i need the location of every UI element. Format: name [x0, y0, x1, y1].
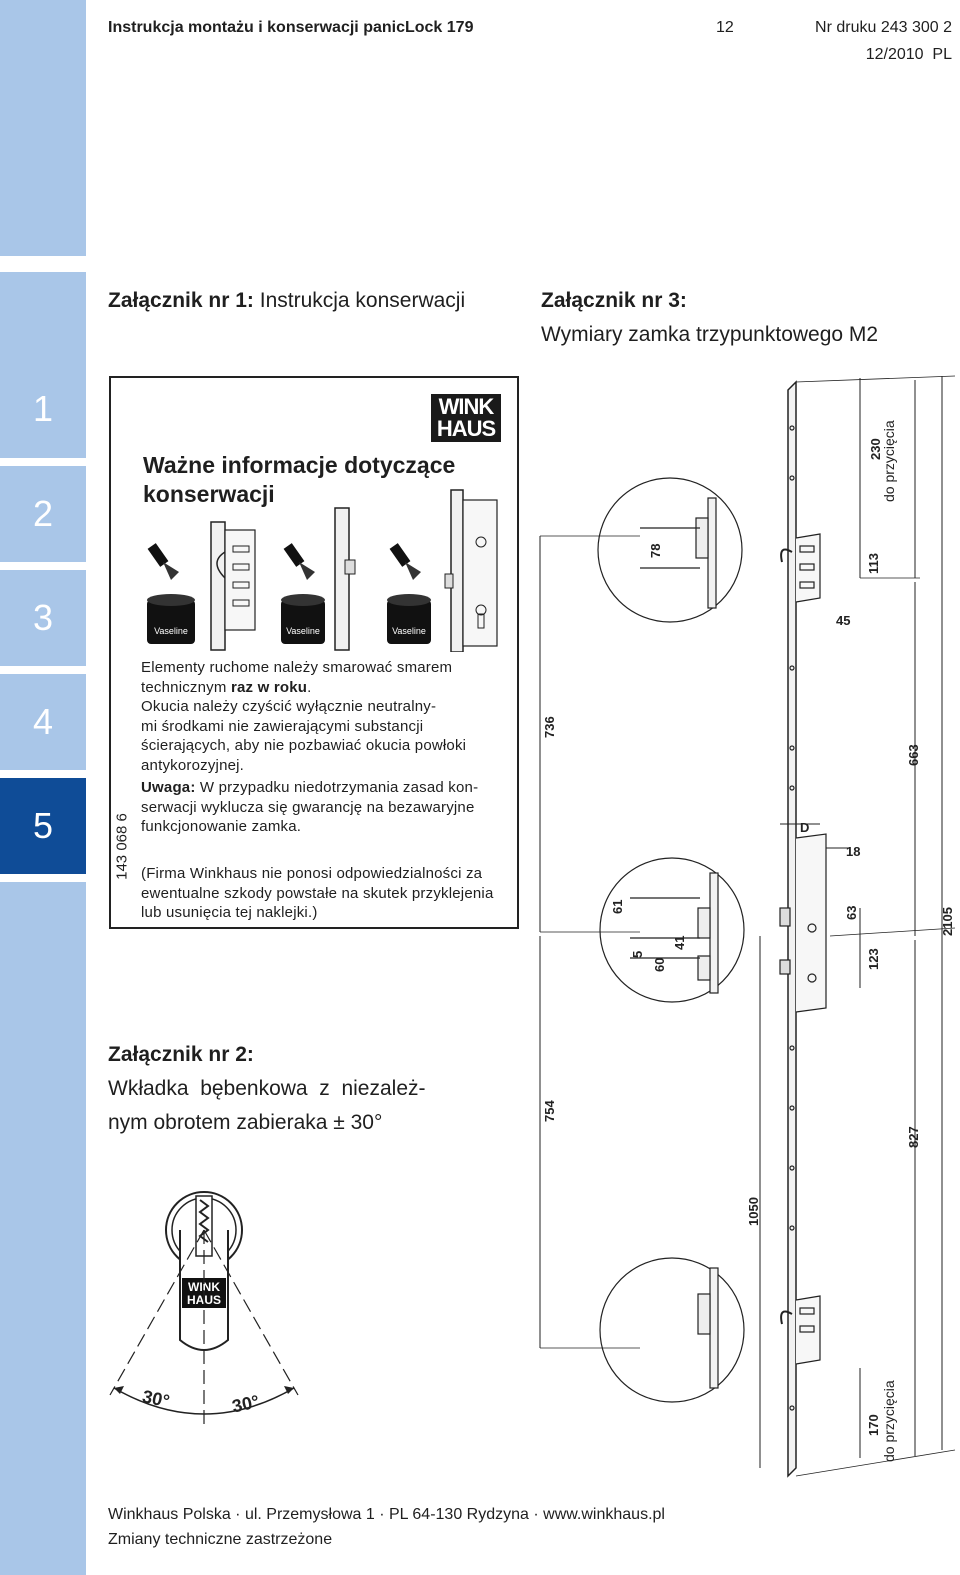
annex2-label: Załącznik nr 2: [108, 1043, 254, 1066]
svg-text:60: 60 [652, 957, 667, 972]
sticker-code: 143 068 6 [113, 813, 131, 880]
brush-icon [284, 543, 315, 580]
annex1-title: Instrukcja konserwacji [259, 289, 466, 312]
footer-address: Winkhaus Polska · ul. Przemysłowa 1 · PL 64-130 Rydzyna · www.winkhaus.pl [108, 1506, 665, 1523]
winkhaus-logo: WINK HAUS [431, 394, 501, 442]
svg-text:61: 61 [610, 899, 625, 914]
svg-text:754: 754 [542, 1100, 557, 1122]
svg-text:663: 663 [906, 744, 921, 766]
lubrication-illustration [139, 482, 499, 652]
page-number: 12 [716, 19, 734, 36]
side-tab-2[interactable]: 2 [0, 466, 86, 562]
svg-text:230: 230 [868, 438, 883, 460]
annex3-label: Załącznik nr 3: [541, 289, 687, 312]
annex1-label: Załącznik nr 1: [108, 289, 254, 312]
svg-text:30°: 30° [230, 1391, 262, 1417]
three-point-lock-dimension-drawing [530, 368, 960, 1480]
svg-text:736: 736 [542, 716, 557, 738]
svg-text:Vaseline: Vaseline [154, 626, 188, 636]
annex3-heading [541, 284, 878, 352]
date-language: 12/2010 PL [865, 46, 952, 63]
sticker-warning: Uwaga: W przypadku niedotrzymania zasad kon- serwacji wyklucza się gwarancję na bezawaryjne funkcjonowanie zamka. [141, 779, 479, 835]
annex3-title: Wymiary zamka trzypunktowego M2 [541, 323, 879, 346]
svg-text:30°: 30° [140, 1386, 172, 1412]
sticker-paragraph-lubrication: Elementy ruchome należy smarować smarem technicznym raz w roku. Okucia należy czyścić wyłącznie neutralny- mi środkami nie zawierającymi substancji ścierających, aby nie pozbawiać okucia powłoki antykorozyjnej. [141, 659, 467, 774]
side-tab-blank [0, 0, 86, 256]
svg-text:D: D [800, 820, 810, 835]
svg-text:Vaseline: Vaseline [286, 626, 320, 636]
lock-body-part [445, 490, 497, 652]
side-tab-bottom [0, 882, 86, 1575]
maintenance-sticker [109, 376, 519, 929]
svg-text:41: 41 [672, 935, 687, 950]
svg-text:do przycięcia: do przycięcia [881, 420, 897, 502]
svg-text:18: 18 [846, 844, 861, 859]
svg-text:5: 5 [630, 950, 645, 958]
vaseline-can-icon [281, 594, 325, 644]
print-number: Nr druku 243 300 2 [815, 19, 952, 36]
svg-text:123: 123 [866, 948, 881, 970]
side-tab-1[interactable]: 1 [0, 360, 86, 458]
annex2-title-line2: nym obrotem zabieraka ± 30° [108, 1111, 383, 1134]
svg-text:do przycięcia: do przycięcia [881, 1380, 897, 1462]
svg-text:827: 827 [906, 1126, 921, 1148]
side-tab-top [0, 272, 86, 360]
svg-text:113: 113 [866, 553, 881, 574]
svg-text:WINK: WINK [188, 1280, 220, 1294]
svg-text:HAUS: HAUS [186, 1293, 222, 1307]
lock-part-1 [211, 522, 255, 650]
annex2-heading [108, 1038, 438, 1140]
side-tab-5-active[interactable]: 5 [0, 778, 86, 874]
lock-part-2 [335, 508, 355, 650]
svg-text:78: 78 [648, 543, 663, 558]
svg-text:1050: 1050 [746, 1197, 761, 1226]
brush-icon [148, 543, 179, 580]
annex2-title-line1: Wkładka bębenkowa z niezależ- [108, 1077, 426, 1100]
svg-text:Vaseline: Vaseline [392, 626, 426, 636]
document-title: Instrukcja montażu i konserwacji panicLock 179 [108, 19, 474, 36]
brush-icon [390, 543, 421, 580]
annex1-heading [108, 284, 465, 318]
side-tab-4[interactable]: 4 [0, 674, 86, 770]
svg-text:170: 170 [866, 1414, 881, 1436]
side-tab-3[interactable]: 3 [0, 570, 86, 666]
svg-text:63: 63 [844, 905, 859, 920]
footer-note: Zmiany techniczne zastrzeżone [108, 1531, 333, 1548]
svg-text:2105: 2105 [940, 907, 955, 936]
vaseline-can-icon [387, 594, 431, 644]
sticker-heading: Ważne informacje dotyczące konserwacji [143, 452, 456, 507]
cylinder-rotation-diagram [100, 1190, 310, 1435]
vaseline-can-icon [147, 594, 195, 644]
svg-text:45: 45 [836, 613, 851, 628]
sticker-disclaimer: (Firma Winkhaus nie ponosi odpowiedzialności za ewentualne szkody powstałe na skutek przyklejenia lub usunięcia tej naklejki.) [141, 865, 494, 921]
